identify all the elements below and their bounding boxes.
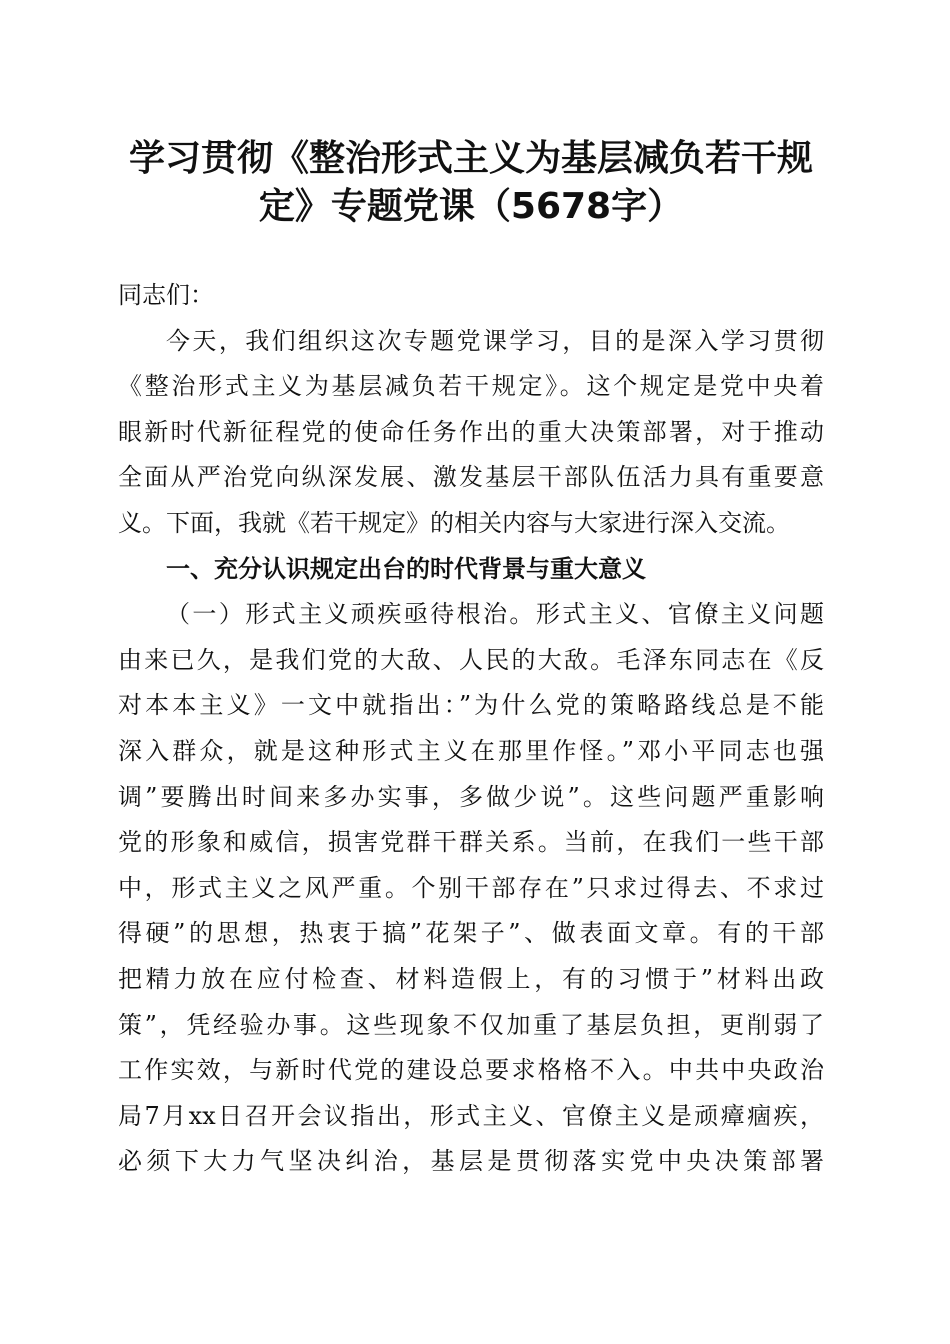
- paragraph-line: 党的形象和威信，损害党群干群关系。当前，在我们一些干部: [118, 828, 824, 857]
- paragraph-line: 中，形式主义之风严重。个别干部存在”只求过得去、不求过: [118, 873, 824, 902]
- paragraph-line: 把精力放在应付检查、材料造假上，有的习惯于”材料出政: [118, 964, 824, 993]
- title-line-1: 学习贯彻《整治形式主义为基层减负若干规: [128, 138, 813, 179]
- paragraph-line: 调”要腾出时间来多办实事，多做少说”。这些问题严重影响: [118, 782, 824, 811]
- intro-line: 义。下面，我就《若干规定》的相关内容与大家进行深入交流。: [118, 508, 790, 537]
- intro-paragraph: [118, 319, 824, 547]
- paragraph-line: 由来已久，是我们党的大敌、人民的大敌。毛泽东同志在《反: [118, 645, 824, 674]
- greeting: 同志们：: [118, 281, 214, 309]
- section-heading-1: 一、充分认识规定出台的时代背景与重大意义: [166, 554, 646, 583]
- paragraph-line: 工作实效，与新时代党的建设总要求格格不入。中共中央政治: [118, 1056, 824, 1085]
- intro-line: 《整治形式主义为基层减负若干规定》。这个规定是党中央着: [118, 372, 824, 401]
- intro-line: 全面从严治党向纵深发展、激发基层干部队伍活力具有重要意: [118, 463, 824, 492]
- paragraph-line: 对本本主义》一文中就指出：”为什么党的策略路线总是不能: [118, 691, 824, 720]
- paragraph-line: 深入群众，就是这种形式主义在那里作怪。”邓小平同志也强: [118, 736, 824, 765]
- paragraph-line: （一）形式主义顽疾亟待根治。形式主义、官僚主义问题: [166, 600, 824, 629]
- body-paragraph-1: [118, 592, 824, 1185]
- paragraph-line: 策”，凭经验办事。这些现象不仅加重了基层负担，更削弱了: [118, 1010, 824, 1039]
- paragraph-line: 局7月xx日召开会议指出，形式主义、官僚主义是顽瘴痼疾，: [118, 1101, 824, 1130]
- title-line-2: 定》专题党课（5678字）: [258, 186, 684, 227]
- paragraph-line: 必须下大力气坚决纠治，基层是贯彻落实党中央决策部署: [118, 1147, 824, 1176]
- paragraph-line: 得硬”的思想，热衷于搞”花架子”、做表面文章。有的干部: [118, 919, 824, 948]
- intro-line: 眼新时代新征程党的使命任务作出的重大决策部署，对于推动: [118, 417, 824, 446]
- document-title: [118, 135, 824, 231]
- intro-line: 今天，我们组织这次专题党课学习，目的是深入学习贯彻: [166, 326, 824, 355]
